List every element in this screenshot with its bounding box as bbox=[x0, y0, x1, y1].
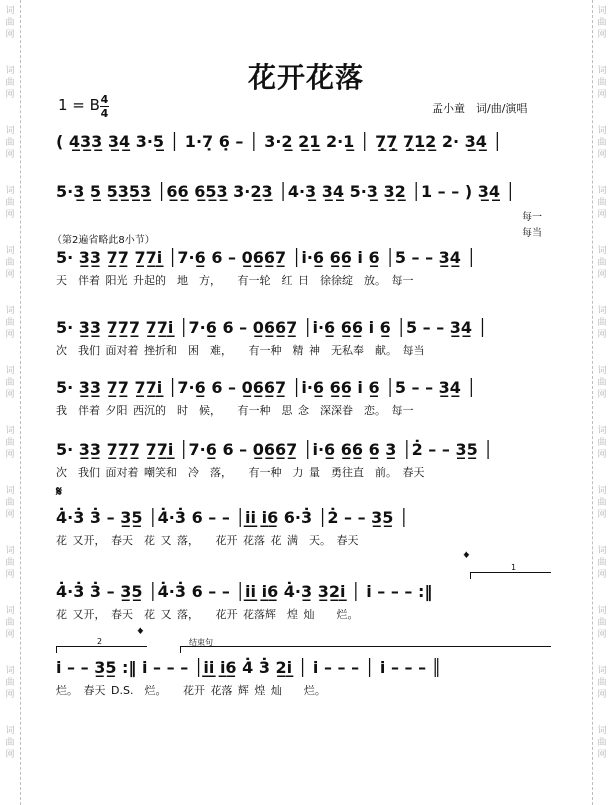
coda-symbol-1: 𝄌 bbox=[464, 550, 469, 566]
watermark-char: 曲 bbox=[5, 258, 15, 268]
verse-1-lyric: 天 伴着 阳光 升起的 地 方， 有一轮 红 日 徐徐绽 放。 每一 bbox=[56, 274, 414, 287]
watermark-char: 词 bbox=[597, 606, 607, 616]
watermark-char: 网 bbox=[597, 570, 607, 580]
watermark-char: 词 bbox=[5, 666, 15, 676]
watermark-char: 曲 bbox=[597, 438, 607, 448]
watermark-char: 网 bbox=[597, 150, 607, 160]
watermark-char: 词 bbox=[5, 126, 15, 136]
watermark-char: 曲 bbox=[597, 498, 607, 508]
ending-phrase-label: 结束句 bbox=[189, 638, 213, 647]
watermark-char: 词 bbox=[5, 6, 15, 16]
ending-phrase-bracket bbox=[180, 638, 551, 653]
chorus-1-lyric: 花 又开， 春天 花 又 落， 花开 花落 花 满 天。 春天 bbox=[56, 534, 359, 547]
watermark-char: 词 bbox=[5, 606, 15, 616]
watermark-char: 网 bbox=[5, 90, 15, 100]
watermark-char: 词 bbox=[597, 6, 607, 16]
watermark-char: 词 bbox=[5, 246, 15, 256]
watermark-char: 词 bbox=[597, 306, 607, 316]
right-margin-line bbox=[592, 0, 593, 805]
watermark-char: 网 bbox=[597, 750, 607, 760]
second-pass-note: （第2遍省略此8小节） bbox=[52, 235, 155, 246]
watermark-char: 词 bbox=[597, 246, 607, 256]
verse-4-music: 5· 3̲3̲ 7̲7̲7̲ 7̲7̲i̲ │7·6̲ 6 – 0̲6̲6̲7̲ │i·6̲ 6̲6̲ 6̲ 3̲ │2̇ – – 3̲5̲ │ bbox=[56, 440, 493, 459]
watermark-char: 网 bbox=[597, 210, 607, 220]
watermark-char: 词 bbox=[5, 66, 15, 76]
second-ending-number: 2 bbox=[97, 637, 103, 646]
watermark-char: 曲 bbox=[5, 138, 15, 148]
watermark-char: 网 bbox=[597, 690, 607, 700]
watermark-char: 网 bbox=[5, 750, 15, 760]
watermark-char: 曲 bbox=[597, 618, 607, 628]
watermark-char: 网 bbox=[5, 630, 15, 640]
intro-lyric-top: 每一 bbox=[522, 212, 542, 223]
watermark-char: 曲 bbox=[597, 18, 607, 28]
watermark-char: 曲 bbox=[5, 318, 15, 328]
watermark-char: 网 bbox=[5, 150, 15, 160]
verse-2-music: 5· 3̲3̲ 7̲7̲7̲ 7̲7̲i̲ │7·6̲ 6 – 0̲6̲6̲7̲ │i·6̲ 6̲6̲ i 6̲ │5 – – 3̲4̲ │ bbox=[56, 318, 488, 337]
watermark-char: 曲 bbox=[5, 198, 15, 208]
watermark-char: 曲 bbox=[5, 78, 15, 88]
left-margin-line bbox=[20, 0, 21, 805]
time-signature-top: 4 bbox=[100, 93, 109, 106]
watermark-char: 网 bbox=[597, 630, 607, 640]
watermark-char: 网 bbox=[5, 570, 15, 580]
watermark-char: 网 bbox=[597, 450, 607, 460]
watermark-char: 网 bbox=[5, 390, 15, 400]
chorus-2-music: 4̇·3̇ 3̇ – 3̲5̲ │4̇·3̇ 6 – – │i̲i̲ i̲6̲ 4̇·3̲ 3̲2̲i̲ │ i – – – :‖ bbox=[56, 582, 433, 601]
watermark-char: 曲 bbox=[5, 558, 15, 568]
watermark-char: 词 bbox=[597, 186, 607, 196]
watermark-char: 网 bbox=[5, 270, 15, 280]
watermark-char: 网 bbox=[597, 510, 607, 520]
watermark-char: 网 bbox=[597, 270, 607, 280]
watermark-char: 词 bbox=[597, 546, 607, 556]
first-ending-bracket bbox=[470, 563, 551, 579]
watermark-char: 词 bbox=[597, 426, 607, 436]
watermark-char: 网 bbox=[5, 690, 15, 700]
watermark-char: 曲 bbox=[597, 678, 607, 688]
time-signature bbox=[100, 94, 109, 119]
segno-symbol: 𝄋 bbox=[56, 484, 63, 500]
intro-line-1: ( 4̲3̲3̲ 3̲4̲ 3·5̲ │ 1·7̣ 6̣ – │ 3·2̲ 2̲1̲ 2·1̲ │ 7̣̲7̣̲ 7̣̲1̲2̲ 2· 3̲4̲ │ bbox=[56, 132, 503, 151]
watermark-char: 曲 bbox=[5, 738, 15, 748]
watermark-char: 网 bbox=[597, 90, 607, 100]
watermark-char: 词 bbox=[597, 726, 607, 736]
watermark-char: 曲 bbox=[597, 738, 607, 748]
intro-lyric-bottom: 每当 bbox=[522, 228, 542, 239]
verse-4-lyric: 次 我们 面对着 嘲笑和 冷 落， 有一种 力 量 勇往直 前。 春天 bbox=[56, 466, 425, 479]
watermark-char: 词 bbox=[597, 666, 607, 676]
key-signature: 1 = B bbox=[58, 96, 100, 114]
watermark-char: 曲 bbox=[597, 258, 607, 268]
credits: 孟小童 词/曲/演唱 bbox=[432, 102, 528, 115]
watermark-char: 词 bbox=[597, 126, 607, 136]
verse-3-lyric: 我 伴着 夕阳 西沉的 时 候， 有一种 思 念 深深眷 恋。 每一 bbox=[56, 404, 414, 417]
chorus-1-music: 4̇·3̇ 3̇ – 3̲5̲ │4̇·3̇ 6 – – │i̲i̲ i̲6̲ 6·3̇ │2̇ – – 3̲5̲ │ bbox=[56, 508, 409, 527]
second-ending-bracket bbox=[56, 637, 147, 653]
watermark-char: 曲 bbox=[597, 138, 607, 148]
watermark-char: 曲 bbox=[5, 438, 15, 448]
watermark-char: 词 bbox=[5, 546, 15, 556]
watermark-char: 曲 bbox=[597, 378, 607, 388]
watermark-char: 曲 bbox=[5, 378, 15, 388]
watermark-char: 词 bbox=[597, 66, 607, 76]
watermark-char: 词 bbox=[597, 366, 607, 376]
watermark-char: 曲 bbox=[597, 198, 607, 208]
watermark-char: 曲 bbox=[597, 558, 607, 568]
intro-line-2: 5·3̲ 5̲ 5̲3̲5̲3̲ │6̲6̲ 6̲5̲3̲ 3·2̲3̲ │4·3̲ 3̲4̲ 5·3̲ 3̲2̲ │1 – – ) 3̲4̲ │ bbox=[56, 182, 516, 201]
watermark-char: 词 bbox=[597, 486, 607, 496]
watermark-char: 网 bbox=[5, 510, 15, 520]
watermark-char: 曲 bbox=[597, 78, 607, 88]
watermark-char: 词 bbox=[5, 426, 15, 436]
watermark-char: 词 bbox=[5, 366, 15, 376]
watermark-char: 词 bbox=[5, 726, 15, 736]
verse-3-music: 5· 3̲3̲ 7̲7̲ 7̲7̲i̲ │7·6̲ 6 – 0̲6̲6̲7̲ │i·6̲ 6̲6̲ i 6̲ │5 – – 3̲4̲ │ bbox=[56, 378, 477, 397]
watermark-char: 曲 bbox=[597, 318, 607, 328]
chorus-3-music: i – – 3̲5̲ :‖ i – – – │i̲i̲ i̲6̲ 4̇ 3̇ 2̲i̲ │ i – – – │ i – – – ║ bbox=[56, 658, 442, 677]
first-ending-number: 1 bbox=[511, 563, 517, 572]
chorus-2-lyric: 花 又开， 春天 花 又 落， 花开 花落辉 煌 灿 烂。 bbox=[56, 608, 359, 621]
watermark-char: 曲 bbox=[5, 678, 15, 688]
watermark-char: 网 bbox=[5, 330, 15, 340]
watermark-char: 曲 bbox=[5, 618, 15, 628]
chorus-3-lyric: 烂。 春天 D.S. 烂。 花开 花落 辉 煌 灿 烂。 bbox=[56, 684, 326, 697]
song-title: 花开花落 bbox=[247, 61, 364, 94]
watermark-char: 网 bbox=[5, 30, 15, 40]
verse-1-music: 5· 3̲3̲ 7̲7̲ 7̲7̲i̲ │7·6̲ 6 – 0̲6̲6̲7̲ │i·6̲ 6̲6̲ i 6̲ │5 – – 3̲4̲ │ bbox=[56, 248, 477, 267]
watermark-char: 网 bbox=[597, 390, 607, 400]
coda-symbol-2: 𝄌 bbox=[138, 626, 143, 642]
watermark-char: 网 bbox=[5, 450, 15, 460]
watermark-char: 网 bbox=[597, 30, 607, 40]
watermark-char: 词 bbox=[5, 186, 15, 196]
time-signature-bottom: 4 bbox=[100, 107, 109, 120]
watermark-char: 网 bbox=[5, 210, 15, 220]
verse-2-lyric: 次 我们 面对着 挫折和 困 难， 有一种 精 神 无私奉 献。 每当 bbox=[56, 344, 425, 357]
watermark-char: 词 bbox=[5, 306, 15, 316]
watermark-char: 网 bbox=[597, 330, 607, 340]
watermark-char: 曲 bbox=[5, 498, 15, 508]
watermark-char: 曲 bbox=[5, 18, 15, 28]
watermark-char: 词 bbox=[5, 486, 15, 496]
